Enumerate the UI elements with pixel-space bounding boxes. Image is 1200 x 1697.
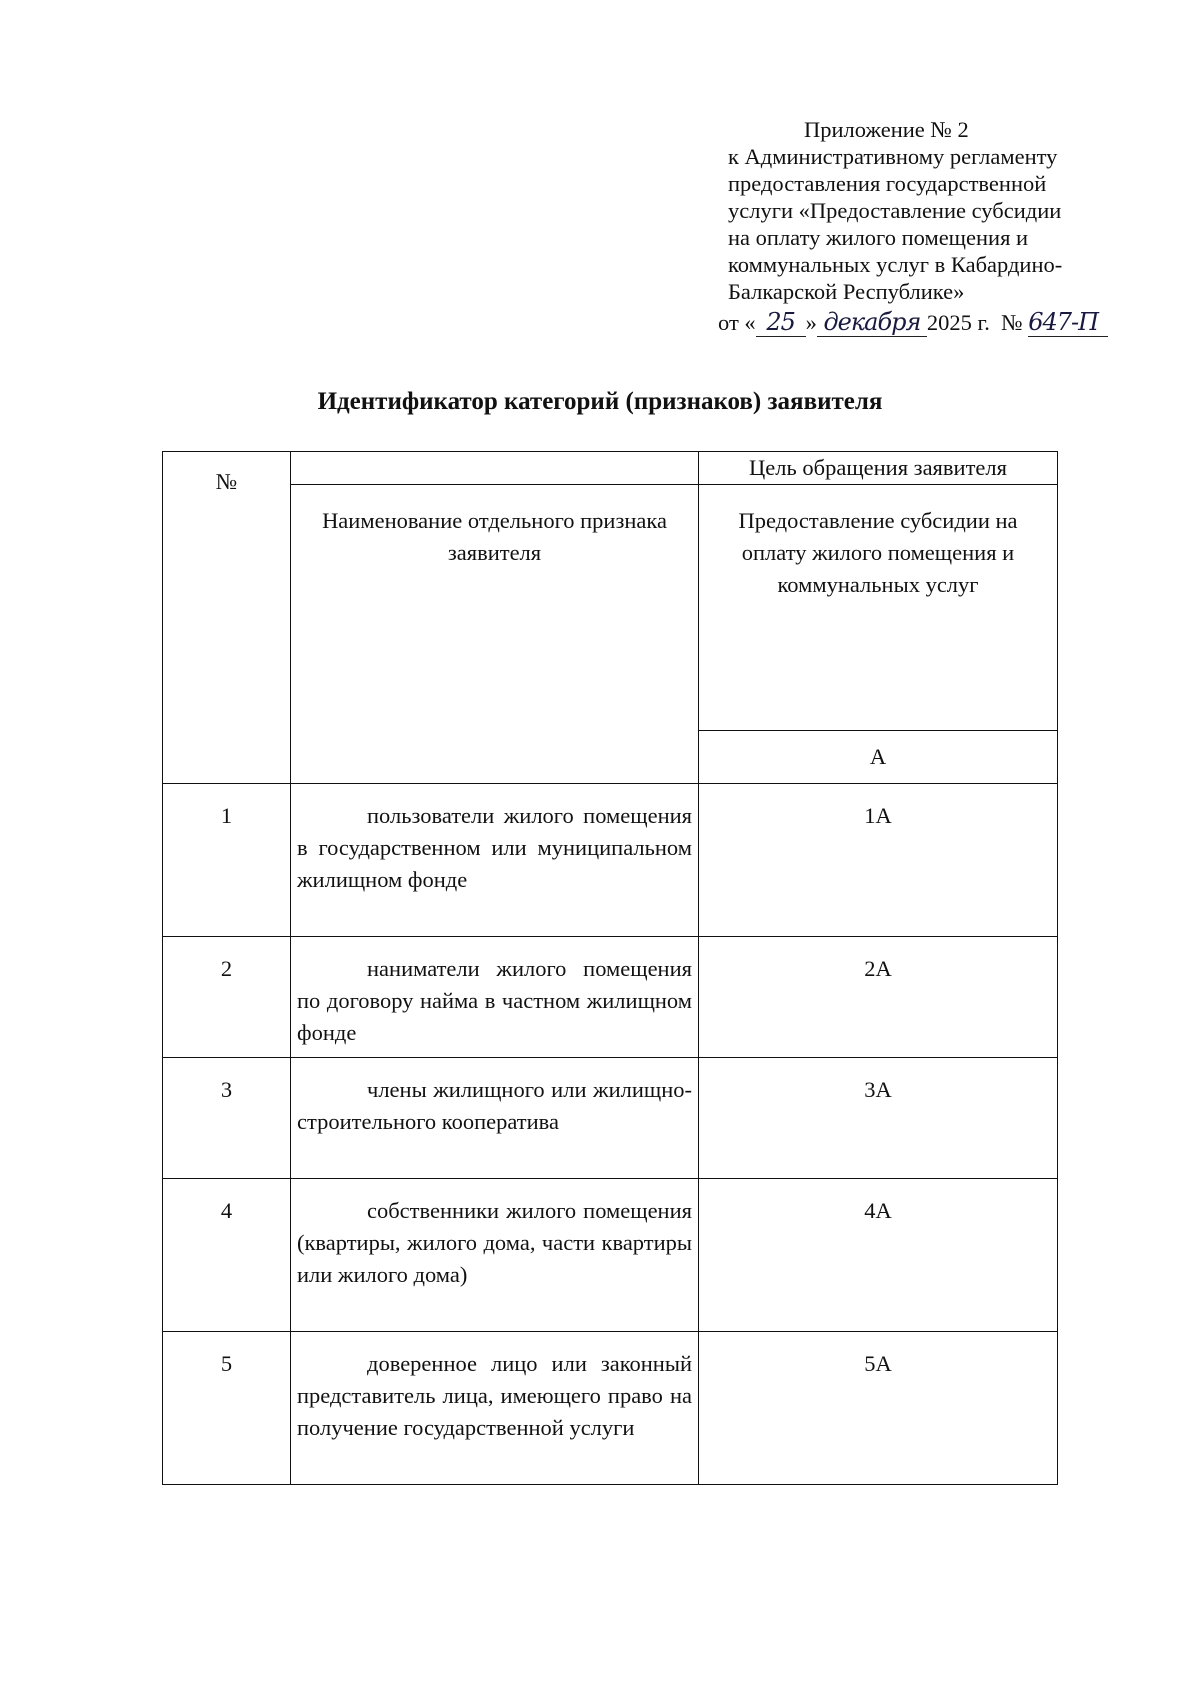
document-number-handwritten: 647-П [1028, 308, 1108, 337]
row-num: 3 [163, 1058, 291, 1179]
categories-table [162, 451, 1058, 1485]
row-num: 5 [163, 1332, 291, 1485]
row-code: 2А [699, 937, 1058, 1058]
date-day-handwritten: 25 [756, 308, 806, 337]
table-row [163, 1332, 1058, 1485]
row-name: члены жилищного или жилищно-строительного кооператива [291, 1058, 699, 1179]
header-goal-desc: Предоставление субсидии на оплату жилого помещения и коммунальных услуг [699, 485, 1058, 731]
appendix-line: Балкарской Республике» [728, 279, 965, 304]
table-row [163, 1058, 1058, 1179]
row-num: 1 [163, 784, 291, 937]
appendix-line: Приложение № 2 [804, 117, 969, 142]
table-row [163, 1179, 1058, 1332]
row-name: собственники жилого помещения (квартиры, жилого дома, части квартиры или жилого дома) [291, 1179, 699, 1332]
row-code: 5А [699, 1332, 1058, 1485]
row-num: 2 [163, 937, 291, 1058]
header-goal-title: Цель обращения заявителя [699, 452, 1058, 485]
date-mid: » [805, 310, 817, 335]
header-goal-letter: А [699, 731, 1058, 784]
header-name-title: Наименование отдельного признака заявителя [291, 485, 699, 784]
row-num: 4 [163, 1179, 291, 1332]
table-row [163, 784, 1058, 937]
appendix-line: предоставления государственной [728, 171, 1047, 196]
row-code: 3А [699, 1058, 1058, 1179]
page-title: Идентификатор категорий (признаков) заявителя [317, 388, 883, 415]
row-name: наниматели жилого помещения по договору найма в частном жилищном фонде [291, 937, 699, 1058]
appendix-block [728, 116, 1168, 305]
appendix-line: услуги «Предоставление субсидии [728, 198, 1062, 223]
appendix-line: к Административному регламенту [728, 144, 1058, 169]
header-row [163, 485, 1058, 731]
appendix-line: на оплату жилого помещения и [728, 225, 1029, 250]
row-name: доверенное лицо или законный представитель лица, имеющего право на получение государственной услуги [291, 1332, 699, 1485]
row-name: пользователи жилого помещения в государственном или муниципальном жилищном фонде [291, 784, 699, 937]
table-row [163, 937, 1058, 1058]
row-code: 4А [699, 1179, 1058, 1332]
date-month-handwritten: декабря [817, 308, 927, 337]
header-num: № [163, 452, 291, 784]
date-line [718, 308, 1108, 337]
date-year: 2025 г. [926, 310, 990, 335]
number-label: № [1001, 310, 1023, 335]
appendix-line: коммунальных услуг в Кабардино- [728, 252, 1063, 277]
header-row [163, 452, 1058, 485]
row-code: 1А [699, 784, 1058, 937]
header-empty-cell [291, 452, 699, 485]
date-prefix: от « [718, 310, 756, 335]
